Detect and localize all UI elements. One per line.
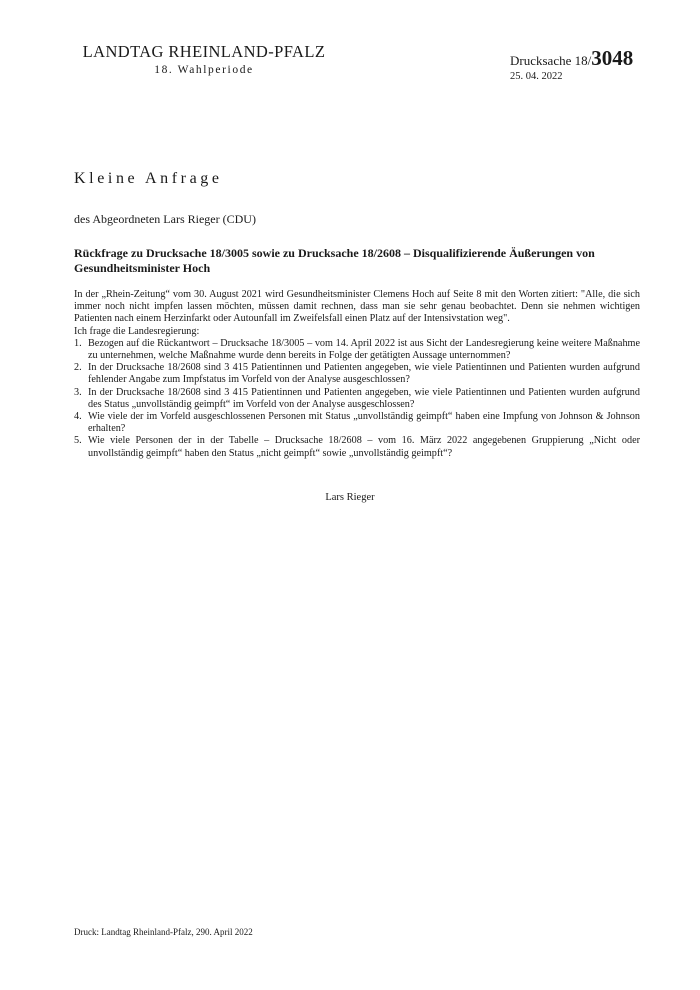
legislative-period: 18. Wahlperiode: [154, 64, 254, 76]
question-number: 5.: [74, 435, 82, 447]
question-number: 2.: [74, 362, 82, 374]
document-date: 25. 04. 2022: [510, 71, 563, 82]
question-number: 3.: [74, 386, 82, 398]
question-text: Wie viele Personen der in der Tabelle – Drucksache 18/2608 – vom 16. März 2022 angegebenen Gruppierung „Nicht oder unvollständig geimpft“ haben den Status „nicht geimpft“ sowie „unvollständig geimpft“?: [88, 435, 640, 459]
question-item: [74, 387, 640, 411]
question-item: [74, 362, 640, 386]
author-line: des Abgeordneten Lars Rieger (CDU): [74, 212, 256, 226]
document-type: Kleine Anfrage: [74, 170, 223, 187]
question-number: 4.: [74, 411, 82, 423]
question-text: In der Drucksache 18/2608 sind 3 415 Patientinnen und Patienten angegeben, wie viele Patientinnen und Patienten wurden aufgrund des Status „unvollständig geimpft“ im Vorfeld von der Analyse ausgeschlossen?: [88, 386, 640, 410]
document-body: [74, 289, 640, 460]
drucksache-label: Drucksache 18/: [510, 53, 592, 68]
header-right: [510, 47, 633, 84]
parliament-name: LANDTAG RHEINLAND-PFALZ: [82, 42, 326, 61]
signature: Lars Rieger: [325, 492, 375, 503]
subject-heading: Rückfrage zu Drucksache 18/3005 sowie zu Drucksache 18/2608 – Disqualifizierende Äußerungen von Gesundheitsminister Hoch: [74, 246, 595, 275]
intro-paragraph: In der „Rhein-Zeitung“ vom 30. August 2021 wird Gesundheitsminister Clemens Hoch auf Seite 8 mit den Worten zitiert: "Alle, die sich immer noch nicht impfen lassen möchten, müssen damit rechnen, dass man sie sehr genau beobachtet. Denn sie nehmen wichtigen Patienten nach einem Herzinfarkt oder Autounfall im Zweifelsfall einen Platz auf der Intensivstation weg".: [74, 289, 640, 325]
question-text: Bezogen auf die Rückantwort – Drucksache 18/3005 – vom 14. April 2022 ist aus Sicht der Landesregierung keine weitere Maßnahme zu unternehmen, welche Maßnahme wurde denn bereits in Folge der getätigten Aussage unternommen?: [88, 337, 640, 362]
question-text: In der Drucksache 18/2608 sind 3 415 Patientinnen und Patienten angegeben, wie viele Patientinnen und Patienten wurden aufgrund fehlender Angabe zum Impfstatus im Vorfeld von der Analyse ausgeschlossen?: [88, 362, 640, 386]
question-item: [74, 411, 640, 435]
drucksache-number: 3048: [591, 46, 634, 70]
header-left: [74, 42, 334, 78]
drucksache-line: [510, 47, 633, 72]
print-footer: Druck: Landtag Rheinland-Pfalz, 290. April 2022: [74, 927, 253, 937]
question-item: [74, 338, 640, 362]
question-number: 1.: [74, 337, 82, 349]
question-text: Wie viele der im Vorfeld ausgeschlossenen Personen mit Status „unvollständig geimpft“ haben eine Impfung von Johnson & Johnson erhalten?: [88, 411, 640, 435]
question-lead: Ich frage die Landesregierung:: [74, 325, 200, 337]
question-list: [74, 338, 640, 460]
question-item: [74, 435, 640, 459]
